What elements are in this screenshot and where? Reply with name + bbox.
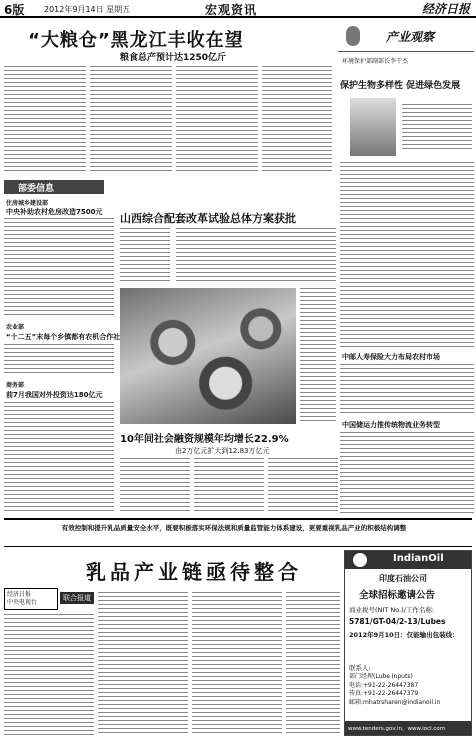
lead-headline: “大粮仓”黑龙江丰收在望 — [28, 30, 244, 51]
ad-contact-line: 传真:+91-22-26447379 — [349, 690, 419, 697]
item2-tag: 农业部 — [6, 324, 25, 331]
ad-schedule: 2012年9月10日：仅能输出包装线： — [349, 631, 459, 639]
ad-title: 全球招标邀请公告 — [359, 590, 436, 601]
ad-contact-label: 联系人: — [349, 664, 371, 672]
page-header — [0, 0, 476, 18]
item3-body — [4, 402, 114, 512]
item2-body — [4, 344, 114, 376]
item3-tag: 商务部 — [6, 382, 25, 389]
item1-body — [4, 218, 114, 318]
right-item1-title: 中邮人寿保险大力布局农村市场 — [342, 353, 440, 361]
indianoil-logo-icon — [353, 553, 367, 567]
lead-body-col3 — [176, 66, 258, 174]
portrait-photo — [350, 98, 396, 156]
bottom-body-col2 — [98, 592, 188, 736]
lead-body-col2 — [90, 66, 172, 174]
right-item2-body — [340, 432, 474, 514]
column-banner — [338, 22, 474, 52]
center-title-2: 10年间社会融资规模年均增长22.9% — [120, 434, 289, 445]
center-title-2-sub: 由2万亿元扩大到12.83万亿元 — [175, 447, 270, 455]
ad-contact-line: 邮箱:mhatrsharen@indianoil.in — [349, 698, 441, 706]
bottom-column-tag — [4, 588, 58, 610]
bottom-body-col3 — [192, 592, 282, 736]
center2-body-col1 — [120, 458, 190, 514]
item2-title: “十二五”末每个乡镇都有农机合作社 — [6, 333, 121, 341]
newspaper-logo: 经济日报 — [421, 2, 470, 16]
bottom-body-col4 — [286, 592, 340, 736]
center2-body-col2 — [194, 458, 264, 514]
strap-rule-top — [4, 518, 472, 520]
strap-rule-bottom — [4, 546, 472, 547]
microphone-icon — [346, 26, 360, 46]
lead-body-col1 — [4, 66, 86, 174]
item1-tag: 住房城乡建设部 — [6, 200, 49, 207]
ad-contact-line: 部门经理(Lube Inputs) — [349, 673, 413, 680]
center2-body-col3 — [268, 458, 338, 514]
item1-title: 中央补助农村危房改造7500元 — [6, 208, 103, 216]
ad-website: www.tenders.gov.in，www.iocl.com — [348, 726, 446, 732]
bottom-article-title: 乳品产业链亟待整合 — [86, 560, 302, 584]
ad-tender-label: 商业税号(NIT No.)/工作名称: — [349, 606, 435, 614]
photo-caption — [300, 288, 336, 424]
right-item2-title: 中国储运力推传统物流业务转型 — [342, 421, 440, 429]
tender-advertisement — [344, 550, 472, 736]
issue-date: 2012年9月14日 星期五 — [44, 5, 131, 14]
section-title: 宏观资讯 — [205, 3, 258, 17]
ad-company: 印度石油公司 — [379, 574, 427, 583]
center-title-1: 山西综合配套改革试验总体方案获批 — [120, 212, 296, 225]
ad-contact-lines — [349, 673, 469, 707]
bottom-column-name: 联合报道 — [60, 592, 94, 604]
center1-body-right — [176, 228, 336, 284]
column-banner-title: 产业观察 — [386, 30, 435, 44]
bottom-column-tag-text: 经济日报 中央电视台 — [7, 591, 38, 606]
center1-body-left — [120, 228, 170, 284]
edition-number: 6版 — [4, 3, 25, 17]
item3-title: 前7月我国对外投资达180亿元 — [6, 391, 103, 399]
strap-text: 有效控制和提升乳品质量安全水平，既要积极落实环保法规和质量监管能力体系建设，更要重视乳品产业的积极结构调整 — [61, 524, 407, 532]
lead-body-col4 — [262, 66, 332, 174]
ad-footer-bar — [345, 721, 471, 735]
right-item1-body — [340, 364, 474, 416]
right-top-body — [340, 162, 474, 350]
ad-contact-line: 电话:+91-22-26447387 — [349, 681, 419, 689]
ministry-banner-label: 部委信息 — [18, 184, 55, 194]
ad-tender-number: 5781/GT-04/2-13/Lubes — [349, 617, 446, 626]
right-top-title: 保护生物多样性 促进绿色发展 — [340, 81, 461, 91]
bottom-body-col1 — [4, 614, 94, 736]
lead-subheadline: 粮食总产预计达1250亿斤 — [120, 53, 227, 63]
ad-brand: IndianOil — [393, 553, 444, 564]
steel-coil-photo — [120, 288, 296, 424]
ministry-banner — [4, 180, 104, 194]
column-motto: 环境保护部副部长李干杰 — [342, 58, 409, 65]
portrait-caption — [402, 104, 472, 150]
